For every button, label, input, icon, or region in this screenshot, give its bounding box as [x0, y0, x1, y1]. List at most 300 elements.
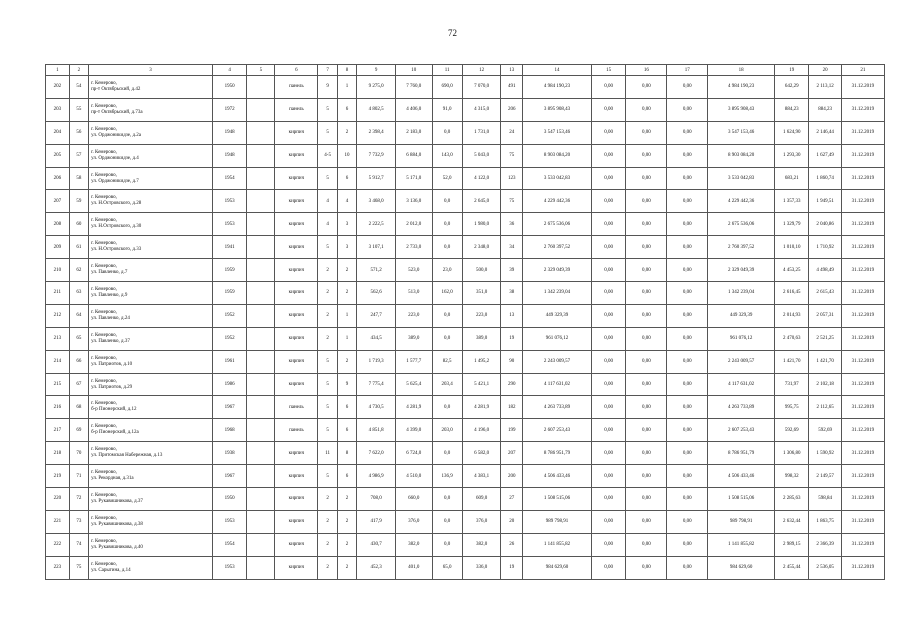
nonresidential-area-cell: 91,0	[432, 98, 462, 121]
fund-cost-cell: 0,00	[591, 419, 625, 442]
residents-cell: 38	[501, 282, 523, 305]
fund-cost-cell: 0,00	[591, 98, 625, 121]
owner-cost-cell: 0,00	[667, 98, 708, 121]
column-number-row	[46, 65, 885, 76]
table-row	[46, 213, 885, 236]
entrances-cell: 6	[337, 98, 356, 121]
repair-cost-cell: 984 629,60	[708, 556, 775, 579]
address-street: ул. Н.Островского, д.30	[91, 224, 142, 230]
row-index-cell: 220	[46, 488, 70, 511]
fund-cost-cell: 0,00	[591, 190, 625, 213]
table-row	[46, 236, 885, 259]
wall-material-cell: кирпич	[275, 350, 318, 373]
cost-per-sqm-cell: 2 616,45	[775, 282, 809, 305]
table-row	[46, 350, 885, 373]
floors-cell: 5	[318, 465, 337, 488]
reserved-cell	[247, 350, 275, 373]
building-index-cell: 54	[69, 76, 88, 99]
wall-material-cell: кирпич	[275, 304, 318, 327]
owner-cost-cell: 0,00	[667, 167, 708, 190]
address-city: г. Кемерово,	[91, 241, 117, 247]
deadline-cell: 31.12.2019	[841, 350, 884, 373]
residents-cell: 27	[501, 488, 523, 511]
address-cell	[89, 488, 213, 511]
fund-cost-cell: 0,00	[591, 236, 625, 259]
building-index-cell: 64	[69, 304, 88, 327]
year-built-cell: 1968	[212, 419, 246, 442]
cost-per-sqm-cell: 1 421,70	[775, 350, 809, 373]
building-index-cell: 74	[69, 533, 88, 556]
building-index-cell: 70	[69, 442, 88, 465]
year-built-cell: 1952	[212, 304, 246, 327]
address-street: ул. Патриотов, д.29	[91, 384, 133, 390]
max-cost-per-sqm-cell: 884,23	[809, 98, 841, 121]
private-area-cell: 4 383,1	[462, 465, 501, 488]
table-row	[46, 98, 885, 121]
reserved-cell	[247, 76, 275, 99]
repair-cost-cell: 2 760 397,52	[708, 236, 775, 259]
row-index-cell: 217	[46, 419, 70, 442]
nonresidential-area-cell: 162,0	[432, 282, 462, 305]
address-cell	[89, 98, 213, 121]
entrances-cell: 1	[337, 327, 356, 350]
building-index-cell: 75	[69, 556, 88, 579]
wall-material-cell: кирпич	[275, 213, 318, 236]
reserved-cell	[247, 327, 275, 350]
living-area-cell: 513,0	[395, 282, 432, 305]
entrances-cell: 2	[337, 533, 356, 556]
fund-cost-cell: 0,00	[591, 304, 625, 327]
cost-per-sqm-cell: 1 357,33	[775, 190, 809, 213]
reserved-cell	[247, 190, 275, 213]
private-area-cell: 5 421,1	[462, 373, 501, 396]
address-street: ул. Рукавишникова, д.40	[91, 544, 143, 550]
total-area-cell: 434,5	[357, 327, 396, 350]
address-street: ул. Н.Островского, д.28	[91, 201, 142, 207]
reserved-cell	[247, 259, 275, 282]
repair-cost-total-cell: 1 342 239,04	[523, 282, 592, 305]
address-cell	[89, 465, 213, 488]
reserved-cell	[247, 510, 275, 533]
living-area-cell: 376,0	[395, 510, 432, 533]
entrances-cell: 4	[337, 190, 356, 213]
repair-cost-cell: 8 903 084,20	[708, 144, 775, 167]
reserved-cell	[247, 533, 275, 556]
address-street: пр-т Октябрьский, д.42	[91, 86, 141, 92]
nonresidential-area-cell: 65,0	[432, 556, 462, 579]
address-city: г. Кемерово,	[91, 195, 117, 201]
max-cost-per-sqm-cell: 1 421,70	[809, 350, 841, 373]
repair-cost-cell: 4 263 733,89	[708, 396, 775, 419]
building-index-cell: 67	[69, 373, 88, 396]
living-area-cell: 2 012,0	[395, 213, 432, 236]
total-area-cell: 562,6	[357, 282, 396, 305]
year-built-cell: 1953	[212, 213, 246, 236]
budget-cost-cell: 0,00	[626, 327, 667, 350]
repair-cost-total-cell: 2 760 397,52	[523, 236, 592, 259]
max-cost-per-sqm-cell: 2 057,31	[809, 304, 841, 327]
residents-cell: 206	[501, 98, 523, 121]
address-city: г. Кемерово,	[91, 515, 117, 521]
residents-cell: 90	[501, 350, 523, 373]
total-area-cell: 1 719,3	[357, 350, 396, 373]
reserved-cell	[247, 465, 275, 488]
fund-cost-cell: 0,00	[591, 144, 625, 167]
floors-cell: 4	[318, 190, 337, 213]
floors-cell: 4-5	[318, 144, 337, 167]
entrances-cell: 6	[337, 419, 356, 442]
address-street: ул. Рукавишникова, д.38	[91, 521, 143, 527]
address-city: г. Кемерово,	[91, 492, 117, 498]
table-row	[46, 465, 885, 488]
budget-cost-cell: 0,00	[626, 213, 667, 236]
repair-cost-total-cell: 4 263 733,89	[523, 396, 592, 419]
repair-cost-cell: 1 141 855,82	[708, 533, 775, 556]
table-row	[46, 442, 885, 465]
owner-cost-cell: 0,00	[667, 121, 708, 144]
max-cost-per-sqm-cell: 598,84	[809, 488, 841, 511]
row-index-cell: 207	[46, 190, 70, 213]
fund-cost-cell: 0,00	[591, 259, 625, 282]
row-index-cell: 205	[46, 144, 70, 167]
cost-per-sqm-cell: 2 470,63	[775, 327, 809, 350]
wall-material-cell: панель	[275, 98, 318, 121]
max-cost-per-sqm-cell: 2 113,12	[809, 76, 841, 99]
max-cost-per-sqm-cell: 2 040,86	[809, 213, 841, 236]
living-area-cell: 2 733,0	[395, 236, 432, 259]
column-number-header: 13	[501, 65, 523, 76]
private-area-cell: 4 196,0	[462, 419, 501, 442]
budget-cost-cell: 0,00	[626, 373, 667, 396]
nonresidential-area-cell: 690,0	[432, 76, 462, 99]
address-street: ул. Рекордная, д.31а	[91, 476, 134, 482]
table-row	[46, 510, 885, 533]
entrances-cell: 1	[337, 76, 356, 99]
address-city: г. Кемерово,	[91, 172, 117, 178]
entrances-cell: 2	[337, 510, 356, 533]
column-number-header: 1	[46, 65, 70, 76]
fund-cost-cell: 0,00	[591, 556, 625, 579]
max-cost-per-sqm-cell: 2 536,05	[809, 556, 841, 579]
address-cell	[89, 167, 213, 190]
repair-cost-cell: 4 117 631,02	[708, 373, 775, 396]
address-cell	[89, 259, 213, 282]
table-row	[46, 190, 885, 213]
living-area-cell: 4 399,0	[395, 419, 432, 442]
address-cell	[89, 76, 213, 99]
wall-material-cell: кирпич	[275, 556, 318, 579]
max-cost-per-sqm-cell: 2 112,65	[809, 396, 841, 419]
max-cost-per-sqm-cell: 1 949,51	[809, 190, 841, 213]
fund-cost-cell: 0,00	[591, 488, 625, 511]
repair-cost-cell: 989 798,91	[708, 510, 775, 533]
budget-cost-cell: 0,00	[626, 236, 667, 259]
floors-cell: 2	[318, 533, 337, 556]
owner-cost-cell: 0,00	[667, 350, 708, 373]
total-area-cell: 9 275,0	[357, 76, 396, 99]
column-number-header: 11	[432, 65, 462, 76]
cost-per-sqm-cell: 2 014,93	[775, 304, 809, 327]
total-area-cell: 7 622,0	[357, 442, 396, 465]
max-cost-per-sqm-cell: 1 860,74	[809, 167, 841, 190]
repair-cost-total-cell: 4 506 433,46	[523, 465, 592, 488]
year-built-cell: 1941	[212, 236, 246, 259]
entrances-cell: 2	[337, 350, 356, 373]
entrances-cell: 3	[337, 236, 356, 259]
living-area-cell: 7 760,0	[395, 76, 432, 99]
fund-cost-cell: 0,00	[591, 465, 625, 488]
year-built-cell: 1953	[212, 510, 246, 533]
address-cell	[89, 190, 213, 213]
wall-material-cell: панель	[275, 419, 318, 442]
reserved-cell	[247, 419, 275, 442]
repair-cost-cell: 3 533 042,83	[708, 167, 775, 190]
total-area-cell: 4 851,8	[357, 419, 396, 442]
wall-material-cell: кирпич	[275, 121, 318, 144]
repair-cost-cell: 2 607 253,43	[708, 419, 775, 442]
residents-cell: 19	[501, 556, 523, 579]
max-cost-per-sqm-cell: 4 498,49	[809, 259, 841, 282]
repair-cost-total-cell: 449 329,39	[523, 304, 592, 327]
fund-cost-cell: 0,00	[591, 533, 625, 556]
budget-cost-cell: 0,00	[626, 465, 667, 488]
private-area-cell: 1 495,2	[462, 350, 501, 373]
floors-cell: 5	[318, 373, 337, 396]
cost-per-sqm-cell: 731,97	[775, 373, 809, 396]
repair-cost-cell: 1 508 515,06	[708, 488, 775, 511]
year-built-cell: 1953	[212, 190, 246, 213]
max-cost-per-sqm-cell: 1 627,49	[809, 144, 841, 167]
table-row	[46, 259, 885, 282]
table-row	[46, 533, 885, 556]
nonresidential-area-cell: 0,0	[432, 190, 462, 213]
private-area-cell: 4 281,9	[462, 396, 501, 419]
address-cell	[89, 282, 213, 305]
floors-cell: 2	[318, 304, 337, 327]
wall-material-cell: кирпич	[275, 442, 318, 465]
owner-cost-cell: 0,00	[667, 533, 708, 556]
owner-cost-cell: 0,00	[667, 282, 708, 305]
total-area-cell: 3 107,1	[357, 236, 396, 259]
reserved-cell	[247, 396, 275, 419]
residents-cell: 123	[501, 167, 523, 190]
owner-cost-cell: 0,00	[667, 373, 708, 396]
fund-cost-cell: 0,00	[591, 396, 625, 419]
address-city: г. Кемерово,	[91, 80, 117, 86]
total-area-cell: 417,9	[357, 510, 396, 533]
cost-per-sqm-cell: 2 632,44	[775, 510, 809, 533]
entrances-cell: 2	[337, 556, 356, 579]
reserved-cell	[247, 213, 275, 236]
max-cost-per-sqm-cell: 2 615,43	[809, 282, 841, 305]
table-row	[46, 396, 885, 419]
repair-cost-total-cell: 4 984 190,23	[523, 76, 592, 99]
column-number-header: 2	[69, 65, 88, 76]
cost-per-sqm-cell: 1 010,10	[775, 236, 809, 259]
entrances-cell: 2	[337, 488, 356, 511]
fund-cost-cell: 0,00	[591, 442, 625, 465]
total-area-cell: 247,7	[357, 304, 396, 327]
building-index-cell: 63	[69, 282, 88, 305]
reserved-cell	[247, 167, 275, 190]
building-index-cell: 66	[69, 350, 88, 373]
address-street: ул. Орджоникидзе, д.7	[91, 178, 139, 184]
address-cell	[89, 396, 213, 419]
private-area-cell: 382,0	[462, 533, 501, 556]
total-area-cell: 2 398,4	[357, 121, 396, 144]
row-index-cell: 223	[46, 556, 70, 579]
nonresidential-area-cell: 0,0	[432, 396, 462, 419]
address-city: г. Кемерово,	[91, 286, 117, 292]
building-index-cell: 62	[69, 259, 88, 282]
private-area-cell: 1 980,0	[462, 213, 501, 236]
year-built-cell: 1967	[212, 465, 246, 488]
fund-cost-cell: 0,00	[591, 282, 625, 305]
column-number-header: 20	[809, 65, 841, 76]
building-index-cell: 69	[69, 419, 88, 442]
residents-cell: 24	[501, 121, 523, 144]
deadline-cell: 31.12.2019	[841, 442, 884, 465]
wall-material-cell: панель	[275, 396, 318, 419]
row-index-cell: 210	[46, 259, 70, 282]
nonresidential-area-cell: 0,0	[432, 213, 462, 236]
total-area-cell: 7 775,4	[357, 373, 396, 396]
deadline-cell: 31.12.2019	[841, 76, 884, 99]
floors-cell: 5	[318, 396, 337, 419]
living-area-cell: 6 724,0	[395, 442, 432, 465]
address-street: ул. Павленко, д.24	[91, 315, 130, 321]
residents-cell: 39	[501, 259, 523, 282]
address-street: ул. Н.Островского, д.33	[91, 247, 142, 253]
deadline-cell: 31.12.2019	[841, 144, 884, 167]
budget-cost-cell: 0,00	[626, 98, 667, 121]
repair-cost-cell: 4 506 433,46	[708, 465, 775, 488]
wall-material-cell: кирпич	[275, 190, 318, 213]
reserved-cell	[247, 282, 275, 305]
repair-cost-cell: 4 229 442,36	[708, 190, 775, 213]
column-number-header: 21	[841, 65, 884, 76]
residents-cell: 199	[501, 419, 523, 442]
residents-cell: 200	[501, 465, 523, 488]
owner-cost-cell: 0,00	[667, 236, 708, 259]
cost-per-sqm-cell: 4 453,25	[775, 259, 809, 282]
floors-cell: 4	[318, 213, 337, 236]
private-area-cell: 500,0	[462, 259, 501, 282]
deadline-cell: 31.12.2019	[841, 465, 884, 488]
entrances-cell: 6	[337, 396, 356, 419]
total-area-cell: 3 468,0	[357, 190, 396, 213]
row-index-cell: 203	[46, 98, 70, 121]
address-city: г. Кемерово,	[91, 378, 117, 384]
year-built-cell: 1953	[212, 556, 246, 579]
deadline-cell: 31.12.2019	[841, 236, 884, 259]
total-area-cell: 4 986,9	[357, 465, 396, 488]
wall-material-cell: кирпич	[275, 259, 318, 282]
floors-cell: 9	[318, 76, 337, 99]
address-cell	[89, 419, 213, 442]
repair-cost-total-cell: 2 675 536,06	[523, 213, 592, 236]
residents-cell: 207	[501, 442, 523, 465]
table-row	[46, 304, 885, 327]
address-cell	[89, 213, 213, 236]
year-built-cell: 1950	[212, 76, 246, 99]
row-index-cell: 202	[46, 76, 70, 99]
living-area-cell: 4 406,0	[395, 98, 432, 121]
repair-cost-total-cell: 8 903 084,20	[523, 144, 592, 167]
floors-cell: 2	[318, 488, 337, 511]
living-area-cell: 4 510,0	[395, 465, 432, 488]
residents-cell: 491	[501, 76, 523, 99]
deadline-cell: 31.12.2019	[841, 327, 884, 350]
deadline-cell: 31.12.2019	[841, 304, 884, 327]
address-cell	[89, 304, 213, 327]
table-row	[46, 282, 885, 305]
residents-cell: 182	[501, 396, 523, 419]
cost-per-sqm-cell: 1 329,79	[775, 213, 809, 236]
nonresidential-area-cell: 82,5	[432, 350, 462, 373]
entrances-cell: 1	[337, 304, 356, 327]
table-row	[46, 373, 885, 396]
year-built-cell: 1952	[212, 327, 246, 350]
repair-cost-cell: 449 329,39	[708, 304, 775, 327]
owner-cost-cell: 0,00	[667, 327, 708, 350]
max-cost-per-sqm-cell: 2 146,44	[809, 121, 841, 144]
address-city: г. Кемерово,	[91, 103, 117, 109]
building-index-cell: 73	[69, 510, 88, 533]
row-index-cell: 206	[46, 167, 70, 190]
wall-material-cell: кирпич	[275, 510, 318, 533]
owner-cost-cell: 0,00	[667, 213, 708, 236]
repair-cost-total-cell: 3 533 042,83	[523, 167, 592, 190]
reserved-cell	[247, 304, 275, 327]
private-area-cell: 6 582,0	[462, 442, 501, 465]
column-number-header: 7	[318, 65, 337, 76]
private-area-cell: 351,0	[462, 282, 501, 305]
budget-cost-cell: 0,00	[626, 396, 667, 419]
cost-per-sqm-cell: 642,29	[775, 76, 809, 99]
repair-cost-total-cell: 1 141 855,82	[523, 533, 592, 556]
floors-cell: 5	[318, 121, 337, 144]
wall-material-cell: кирпич	[275, 327, 318, 350]
cost-per-sqm-cell: 998,32	[775, 465, 809, 488]
cost-per-sqm-cell: 2 989,15	[775, 533, 809, 556]
nonresidential-area-cell: 0,0	[432, 488, 462, 511]
repair-cost-cell: 2 243 009,57	[708, 350, 775, 373]
repair-cost-total-cell: 961 076,12	[523, 327, 592, 350]
max-cost-per-sqm-cell: 1 863,75	[809, 510, 841, 533]
deadline-cell: 31.12.2019	[841, 396, 884, 419]
address-cell	[89, 510, 213, 533]
row-index-cell: 214	[46, 350, 70, 373]
address-cell	[89, 144, 213, 167]
max-cost-per-sqm-cell: 2 149,57	[809, 465, 841, 488]
address-street: ул. Сарыгина, д.14	[91, 567, 131, 573]
address-cell	[89, 442, 213, 465]
floors-cell: 5	[318, 167, 337, 190]
table-row	[46, 419, 885, 442]
cost-per-sqm-cell: 1 293,30	[775, 144, 809, 167]
address-street: ул. Притомская Набережная, д.13	[91, 453, 163, 459]
living-area-cell: 5 171,0	[395, 167, 432, 190]
wall-material-cell: кирпич	[275, 282, 318, 305]
address-cell	[89, 327, 213, 350]
cost-per-sqm-cell: 683,21	[775, 167, 809, 190]
year-built-cell: 1972	[212, 98, 246, 121]
repair-cost-total-cell: 4 229 442,36	[523, 190, 592, 213]
fund-cost-cell: 0,00	[591, 76, 625, 99]
private-area-cell: 609,0	[462, 488, 501, 511]
column-number-header: 17	[667, 65, 708, 76]
